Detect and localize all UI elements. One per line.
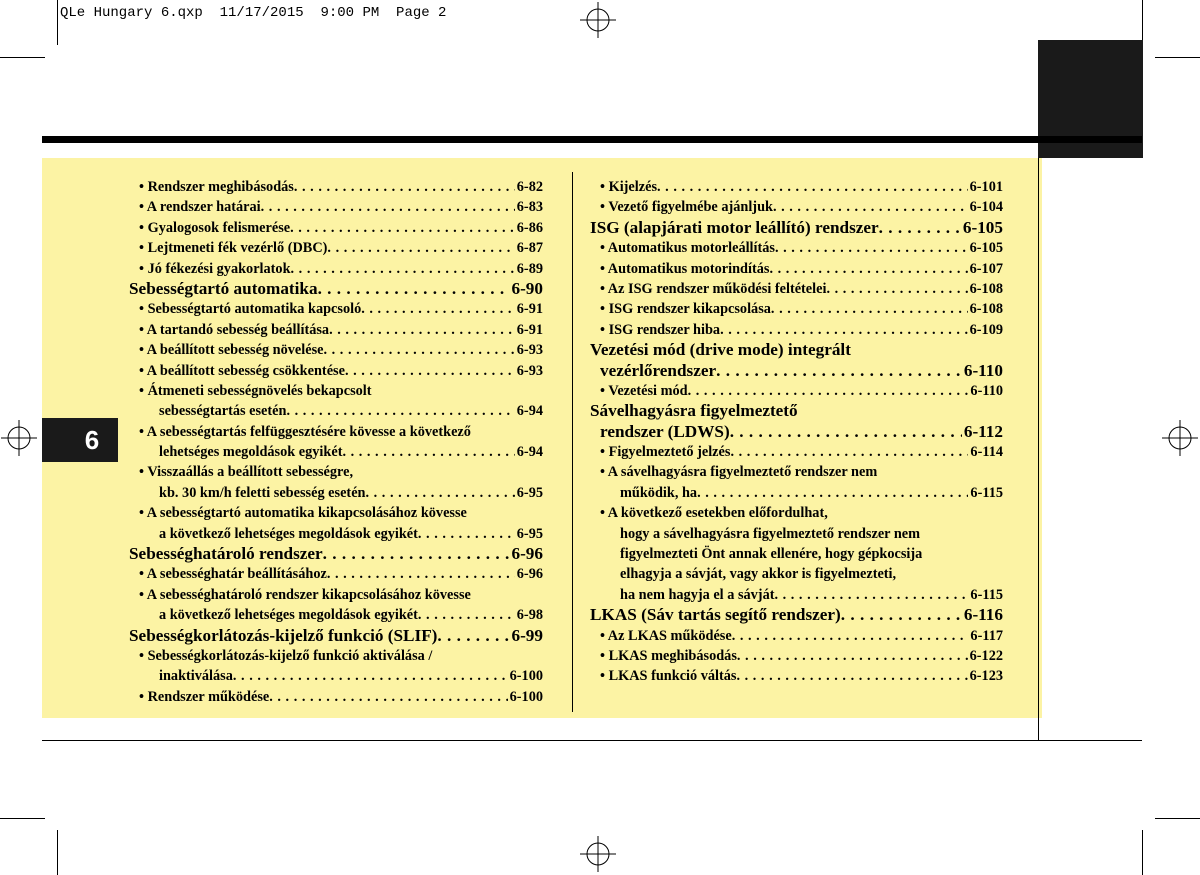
toc-entry-title: • Rendszer működése — [139, 688, 270, 705]
toc-entry-title: Vezetési mód (drive mode) integrált — [590, 340, 851, 360]
toc-entry — [590, 544, 1003, 564]
toc-entry-title: • LKAS meghibásodás — [600, 647, 737, 664]
toc-entry-title: kb. 30 km/h feletti sebesség esetén — [159, 484, 366, 501]
registration-mark-top — [580, 2, 616, 38]
toc-leader-dots — [323, 544, 510, 564]
toc-entry-title: • Gyalogosok felismerése — [139, 219, 291, 236]
toc-entry-title: • A tartandó sebesség beállítása — [139, 321, 330, 338]
toc-entry-title: • Az LKAS működése — [600, 627, 732, 644]
toc-entry — [590, 483, 1003, 503]
toc-entry-page: 6-93 — [516, 342, 543, 359]
toc-entry-title: elhagyja a sávját, vagy akkor is figyelmezteti, — [620, 566, 897, 583]
toc-entry-title: • ISG rendszer kikapcsolása — [600, 301, 771, 318]
toc-entry-title: működik, ha — [620, 484, 698, 501]
toc-leader-dots — [290, 218, 515, 238]
crop-mark-bottom-right-v — [1142, 830, 1143, 875]
toc-entry — [129, 442, 543, 462]
toc-entry-page: 6-122 — [969, 647, 1003, 664]
toc-entry-title: • Vezető figyelmébe ajánljuk — [600, 199, 773, 216]
toc-entry-page: 6-93 — [516, 362, 543, 379]
toc-leader-dots — [775, 238, 968, 258]
toc-entry — [590, 462, 1003, 482]
toc-entry-title: • A sávelhagyásra figyelmeztető rendszer nem — [600, 464, 878, 481]
toc-entry — [129, 218, 543, 238]
toc-entry — [590, 320, 1003, 340]
toc-entry-title: • Sebességtartó automatika kapcsoló — [139, 301, 362, 318]
toc-leader-dots — [720, 320, 968, 340]
toc-entry — [129, 626, 543, 646]
margin-rule — [1038, 158, 1039, 740]
toc-leader-dots — [269, 687, 507, 707]
toc-entry-title: • A sebességhatár beállításához — [139, 566, 327, 583]
toc-entry — [590, 238, 1003, 258]
toc-entry-page: 6-105 — [969, 240, 1003, 257]
toc-entry-page: 6-98 — [516, 607, 543, 624]
toc-entry-page: 6-95 — [516, 484, 543, 501]
toc-leader-dots — [736, 666, 967, 686]
crop-mark-top-right-h — [1155, 57, 1200, 58]
toc-entry — [590, 605, 1003, 625]
toc-entry — [590, 442, 1003, 462]
toc-entry-page: 6-108 — [969, 301, 1003, 318]
column-divider — [572, 172, 573, 712]
toc-entry-title: lehetséges megoldások egyikét — [159, 444, 343, 461]
toc-entry-title: sebességtartás esetén — [159, 403, 287, 420]
crop-mark-bottom-left-v — [57, 830, 58, 875]
toc-entry-page: 6-99 — [511, 625, 543, 645]
toc-leader-dots — [261, 197, 515, 217]
toc-entry — [129, 585, 543, 605]
toc-entry-page: 6-86 — [516, 219, 543, 236]
toc-entry-title: • Átmeneti sebességnövelés bekapcsolt — [139, 382, 372, 399]
toc-leader-dots — [730, 422, 962, 442]
toc-entry-title: • Automatikus motorleállítás — [600, 240, 775, 257]
toc-entry-title: • Vezetési mód — [600, 382, 688, 399]
toc-entry-page: 6-110 — [963, 360, 1003, 380]
toc-entry-title: Sebességtartó automatika — [129, 278, 318, 298]
toc-entry-title: inaktiválása — [159, 668, 233, 685]
toc-entry — [129, 483, 543, 503]
toc-entry — [129, 361, 543, 381]
toc-entry-page: 6-100 — [509, 688, 543, 705]
toc-entry — [129, 279, 543, 299]
toc-entry — [590, 218, 1003, 238]
toc-entry-title: vezérlőrendszer — [600, 360, 717, 380]
crop-mark-top-left-v — [57, 0, 58, 45]
toc-leader-dots — [697, 483, 968, 503]
toc-entry-page: 6-96 — [511, 544, 543, 564]
toc-entry — [129, 503, 543, 523]
toc-entry — [590, 340, 1003, 360]
toc-leader-dots — [327, 564, 515, 584]
toc-entry — [129, 544, 543, 564]
toc-entry-page: 6-104 — [969, 199, 1003, 216]
toc-entry — [590, 381, 1003, 401]
toc-entry-title: • A sebességtartó automatika kikapcsolásához kövesse — [139, 505, 467, 522]
toc-leader-dots — [879, 218, 961, 238]
toc-entry — [590, 564, 1003, 584]
toc-leader-dots — [771, 299, 968, 319]
print-slug: QLe Hungary 6.qxp 11/17/2015 9:00 PM Page 2 — [60, 5, 447, 21]
toc-entry-title: ha nem hagyja el a sávját — [620, 586, 775, 603]
toc-entry-title: • A következő esetekben előfordulhat, — [600, 505, 828, 522]
toc-entry-page: 6-123 — [969, 668, 1003, 685]
toc-leader-dots — [366, 483, 515, 503]
toc-left-column — [129, 177, 543, 707]
crop-mark-top-right-v — [1142, 0, 1143, 45]
toc-leader-dots — [657, 177, 968, 197]
toc-entry — [590, 646, 1003, 666]
toc-entry — [129, 666, 543, 686]
toc-leader-dots — [769, 259, 967, 279]
toc-entry — [129, 605, 543, 625]
toc-entry-title: • Rendszer meghibásodás — [139, 179, 294, 195]
toc-leader-dots — [327, 238, 514, 258]
toc-entry-page: 6-100 — [509, 668, 543, 685]
toc-entry-page: 6-110 — [970, 382, 1003, 399]
toc-entry-page: 6-105 — [962, 217, 1003, 237]
toc-leader-dots — [294, 177, 515, 197]
toc-entry-page: 6-117 — [970, 627, 1003, 644]
toc-entry — [590, 361, 1003, 381]
toc-entry-title: • A sebességhatároló rendszer kikapcsolásához kövesse — [139, 586, 471, 603]
registration-mark-bottom — [580, 836, 616, 872]
toc-entry-title: rendszer (LDWS) — [600, 421, 730, 441]
toc-entry-title: LKAS (Sáv tartás segítő rendszer) — [590, 605, 841, 625]
toc-leader-dots — [345, 361, 515, 381]
toc-entry — [590, 177, 1003, 197]
crop-mark-bottom-right-h — [1155, 818, 1200, 819]
toc-entry-page: 6-107 — [969, 260, 1003, 277]
toc-entry-title: Sebességhatároló rendszer — [129, 544, 323, 564]
toc-entry — [129, 197, 543, 217]
toc-entry-title: • Kijelzés — [600, 179, 658, 195]
toc-leader-dots — [291, 259, 515, 279]
toc-leader-dots — [688, 381, 969, 401]
toc-leader-dots — [418, 605, 515, 625]
toc-entry-title: Sávelhagyásra figyelmeztető — [590, 401, 798, 421]
registration-mark-right — [1162, 420, 1198, 456]
toc-entry-title: • Sebességkorlátozás-kijelző funkció aktiválása / — [139, 647, 433, 664]
toc-entry-page: 6-114 — [970, 444, 1003, 461]
toc-entry — [129, 422, 543, 442]
toc-leader-dots — [361, 299, 515, 319]
toc-entry — [129, 299, 543, 319]
toc-leader-dots — [826, 279, 967, 299]
toc-leader-dots — [324, 340, 515, 360]
toc-entry-title: figyelmezteti Önt annak ellenére, hogy gépkocsija — [620, 546, 923, 563]
toc-entry — [129, 687, 543, 707]
toc-entry-page: 6-94 — [516, 403, 543, 420]
toc-entry-page: 6-95 — [516, 525, 543, 542]
toc-entry-page: 6-91 — [516, 321, 543, 338]
toc-leader-dots — [418, 524, 515, 544]
toc-entry — [129, 238, 543, 258]
toc-leader-dots — [841, 605, 962, 625]
crop-mark-bottom-left-h — [0, 818, 45, 819]
toc-entry-title: Sebességkorlátozás-kijelző funkció (SLIF) — [129, 625, 438, 645]
toc-entry-title: • A rendszer határai — [139, 199, 261, 216]
toc-leader-dots — [342, 442, 514, 462]
toc-leader-dots — [716, 361, 962, 381]
toc-entry-page: 6-94 — [516, 444, 543, 461]
toc-entry — [590, 503, 1003, 523]
toc-entry-title: hogy a sávelhagyásra figyelmeztető rendszer nem — [620, 525, 921, 542]
registration-mark-left — [1, 420, 37, 456]
toc-entry-page: 6-116 — [963, 605, 1003, 625]
toc-entry-title: • A sebességtartás felfüggesztésére kövesse a következő — [139, 423, 471, 440]
toc-entry-page: 6-90 — [511, 278, 543, 298]
toc-entry-title: • A beállított sebesség csökkentése — [139, 362, 345, 379]
toc-leader-dots — [730, 442, 968, 462]
toc-entry — [129, 524, 543, 544]
toc-entry — [129, 177, 543, 197]
toc-entry-page: 6-89 — [516, 260, 543, 277]
toc-entry-page: 6-96 — [516, 566, 543, 583]
toc-entry — [590, 279, 1003, 299]
toc-entry — [590, 666, 1003, 686]
toc-leader-dots — [233, 666, 508, 686]
crop-mark-top-left-h — [0, 57, 45, 58]
toc-entry — [590, 524, 1003, 544]
toc-right-column — [590, 177, 1003, 687]
toc-entry-page: 6-87 — [516, 240, 543, 257]
toc-entry — [129, 462, 543, 482]
toc-entry-page: 6-83 — [516, 199, 543, 216]
toc-entry-title: • Automatikus motorindítás — [600, 260, 770, 277]
toc-leader-dots — [737, 646, 968, 666]
toc-entry — [129, 401, 543, 421]
toc-entry — [129, 564, 543, 584]
toc-leader-dots — [437, 626, 509, 646]
toc-entry — [590, 585, 1003, 605]
toc-entry-title: • Visszaállás a beállított sebességre, — [139, 464, 354, 481]
toc-entry-page: 6-82 — [516, 179, 543, 195]
toc-entry-page: 6-101 — [969, 179, 1003, 195]
header-rule — [42, 136, 1142, 143]
toc-entry-title: a következő lehetséges megoldások egyikét — [159, 607, 418, 624]
toc-entry — [129, 381, 543, 401]
toc-entry-title: • ISG rendszer hiba — [600, 321, 721, 338]
toc-entry — [129, 259, 543, 279]
toc-entry-title: • A beállított sebesség növelése — [139, 342, 324, 359]
toc-entry — [590, 299, 1003, 319]
toc-leader-dots — [773, 197, 968, 217]
toc-entry — [129, 646, 543, 666]
toc-entry — [590, 401, 1003, 421]
toc-entry — [590, 422, 1003, 442]
toc-entry-title: • LKAS funkció váltás — [600, 668, 737, 685]
toc-leader-dots — [286, 401, 514, 421]
toc-entry-page: 6-109 — [969, 321, 1003, 338]
toc-entry — [590, 626, 1003, 646]
toc-entry-page: 6-91 — [516, 301, 543, 318]
toc-entry-title: • Az ISG rendszer működési feltételei — [600, 280, 827, 297]
toc-entry-title: • Jó fékezési gyakorlatok — [139, 260, 291, 277]
toc-entry-title: ISG (alapjárati motor leállító) rendszer — [590, 217, 879, 237]
toc-entry — [590, 197, 1003, 217]
toc-entry-page: 6-108 — [969, 280, 1003, 297]
toc-entry — [129, 340, 543, 360]
chapter-tab: 6 — [42, 418, 118, 462]
toc-entry — [590, 259, 1003, 279]
toc-entry-title: a következő lehetséges megoldások egyikét — [159, 525, 418, 542]
toc-entry-page: 6-115 — [970, 586, 1003, 603]
toc-leader-dots — [774, 585, 968, 605]
toc-leader-dots — [318, 279, 510, 299]
toc-entry-page: 6-112 — [963, 421, 1003, 441]
toc-leader-dots — [732, 626, 969, 646]
toc-leader-dots — [329, 320, 515, 340]
toc-entry — [129, 320, 543, 340]
toc-entry-title: • Figyelmeztető jelzés — [600, 444, 731, 461]
footer-rule — [42, 740, 1142, 741]
toc-entry-title: • Lejtmeneti fék vezérlő (DBC) — [139, 240, 328, 257]
toc-entry-page: 6-115 — [970, 484, 1003, 501]
